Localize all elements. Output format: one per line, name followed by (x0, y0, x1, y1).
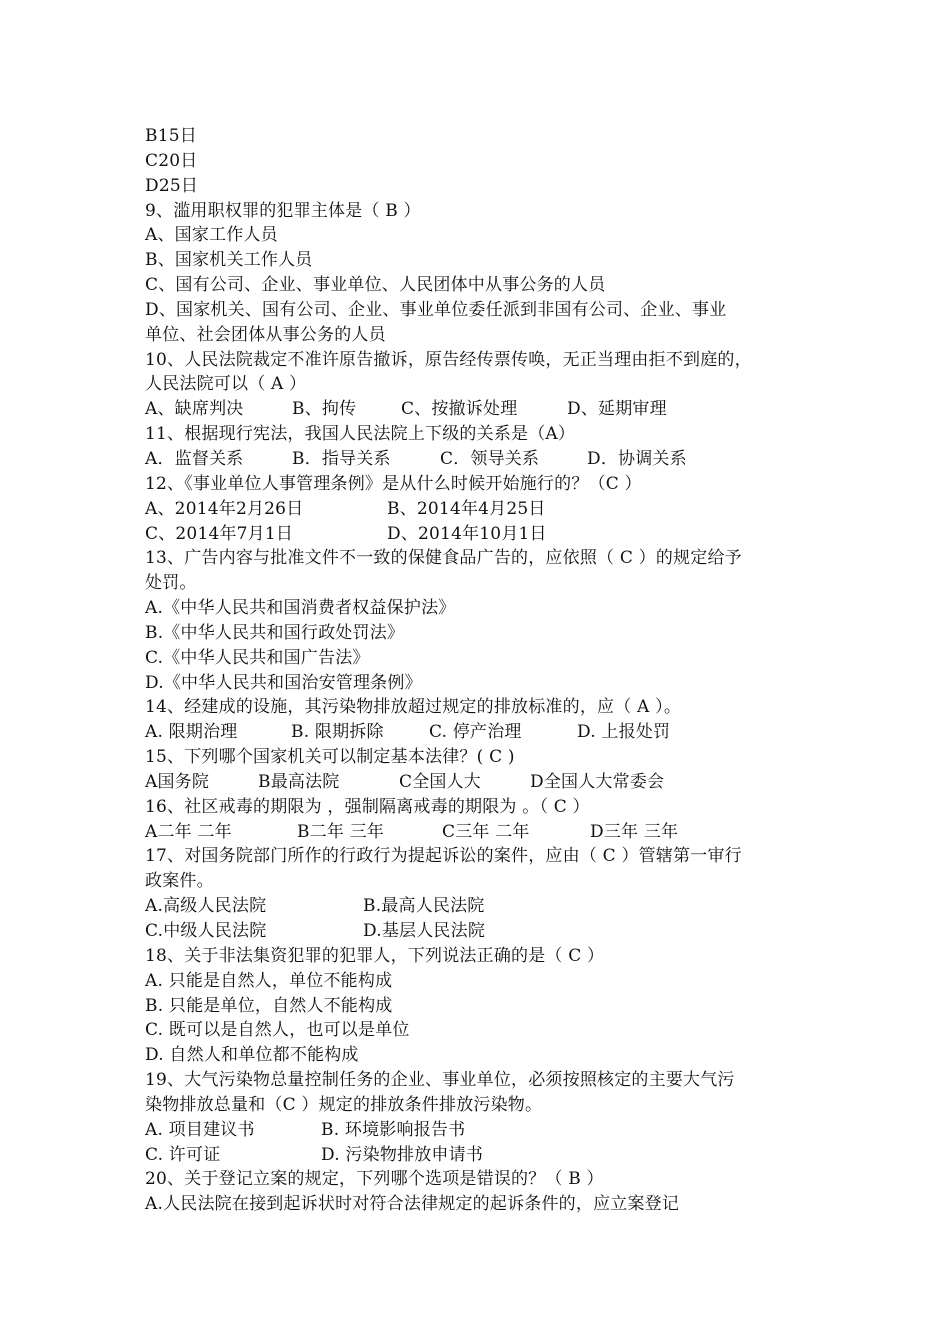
question-17: 17、对国务院部门所作的行政行为提起诉讼的案件，应由（ C ）管辖第一审行 (145, 846, 742, 867)
question-14: 14、经建成的设施，其污染物排放超过规定的排放标准的，应（ A ）。 (145, 697, 682, 718)
document-body (145, 124, 825, 1217)
option: C．领导关系 (440, 448, 540, 469)
option-line: B. 只能是单位，自然人不能构成 (145, 995, 393, 1016)
option-line: A.人民法院在接到起诉状时对符合法律规定的起诉条件的，应立案登记 (145, 1194, 680, 1215)
question-12: 12、《事业单位人事管理条例》是从什么时候开始施行的？（C ） (145, 473, 642, 494)
option: A. 限期治理 (145, 722, 238, 743)
option: B. 限期拆除 (291, 722, 384, 743)
option: C、按撤诉处理 (401, 399, 518, 420)
option-line: C、国有公司、企业、事业单位、人民团体中从事公务的人员 (145, 275, 606, 296)
option-line: B、国家机关工作人员 (145, 250, 313, 271)
q10-options-row (145, 397, 825, 422)
option: D三年 三年 (590, 821, 679, 842)
question-17-continued: 政案件。 (145, 871, 214, 892)
option: C. 停产治理 (429, 722, 522, 743)
option-line: D. 自然人和单位都不能构成 (145, 1045, 359, 1066)
q19-options-row (145, 1143, 825, 1168)
option: C、2014年7月1日 (145, 523, 294, 544)
question-19-continued: 染物排放总量和（C ）规定的排放条件排放污染物。 (145, 1094, 543, 1115)
option: D.基层人民法院 (363, 921, 486, 941)
option-line: A.《中华人民共和国消费者权益保护法》 (145, 598, 456, 619)
option-line: C.《中华人民共和国广告法》 (145, 647, 370, 668)
q14-options-row (145, 720, 825, 745)
option: A、缺席判决 (145, 399, 244, 420)
q17-options-row (145, 894, 825, 919)
question-20: 20、关于登记立案的规定，下列哪个选项是错误的？（ B ） (145, 1169, 604, 1190)
option: B．指导关系 (292, 448, 391, 469)
question-13: 13、广告内容与批准文件不一致的保健食品广告的，应依照（ C ）的规定给予 (145, 548, 742, 569)
question-9: 9、滥用职权罪的犯罪主体是（ B ） (145, 200, 421, 221)
option: A国务院 (145, 771, 210, 792)
option: C全国人大 (399, 771, 482, 792)
option: A、2014年2月26日 (145, 498, 304, 519)
question-10-continued: 人民法院可以（ A ） (145, 374, 307, 395)
option: B. 环境影响报告书 (321, 1119, 466, 1140)
q12-options-row (145, 522, 825, 547)
option-line: D.《中华人民共和国治安管理条例》 (145, 672, 422, 693)
option: D全国人大常委会 (530, 771, 665, 792)
q17-options-row (145, 919, 825, 944)
q16-options-row (145, 820, 825, 845)
question-11: 11、根据现行宪法，我国人民法院上下级的关系是（A） (145, 424, 576, 445)
option: C. 许可证 (145, 1144, 221, 1165)
option-line: C20日 (145, 150, 198, 171)
option: B二年 三年 (297, 821, 385, 842)
option-line: B15日 (145, 126, 197, 146)
question-13-continued: 处罚。 (145, 573, 197, 594)
option: D．协调关系 (587, 448, 687, 469)
option: C三年 二年 (442, 821, 530, 842)
question-18: 18、关于非法集资犯罪的犯罪人，下列说法正确的是（ C ） (145, 945, 605, 966)
option: A．监督关系 (145, 448, 244, 469)
option: C.中级人民法院 (145, 921, 267, 941)
option: B.最高人民法院 (363, 896, 485, 917)
option: D、延期审理 (567, 399, 667, 420)
q15-options-row (145, 770, 825, 795)
option-line: A. 只能是自然人，单位不能构成 (145, 970, 393, 991)
option: B、拘传 (292, 399, 357, 420)
question-10: 10、人民法院裁定不准许原告撤诉，原告经传票传唤，无正当理由拒不到庭的， (145, 349, 752, 370)
option-line: A、国家工作人员 (145, 225, 278, 246)
option: D. 上报处罚 (577, 722, 671, 743)
option-line: B.《中华人民共和国行政处罚法》 (145, 622, 405, 643)
question-16: 16、社区戒毒的期限为 ，强制隔离戒毒的期限为 。（ C ） (145, 796, 590, 817)
option-line: C. 既可以是自然人，也可以是单位 (145, 1020, 410, 1041)
question-19: 19、大气污染物总量控制任务的企业、事业单位，必须按照核定的主要大气污 (145, 1070, 735, 1091)
option: B、2014年4月25日 (387, 498, 546, 519)
option: A.高级人民法院 (145, 896, 267, 917)
q11-options-row (145, 447, 825, 472)
option: D、2014年10月1日 (387, 523, 547, 544)
question-15: 15、下列哪个国家机关可以制定基本法律？( C ) (145, 747, 515, 768)
option-line: D、国家机关、国有公司、企业、事业单位委任派到非国有公司、企业、事业 (145, 299, 727, 320)
option: D. 污染物排放申请书 (321, 1144, 484, 1165)
option-line-continued: 单位、社会团体从事公务的人员 (145, 324, 386, 345)
q12-options-row (145, 497, 825, 522)
option: A二年 二年 (145, 821, 232, 842)
option-line: D25日 (145, 175, 199, 196)
option: A. 项目建议书 (145, 1119, 255, 1140)
option: B最高法院 (258, 771, 340, 792)
q19-options-row (145, 1118, 825, 1143)
